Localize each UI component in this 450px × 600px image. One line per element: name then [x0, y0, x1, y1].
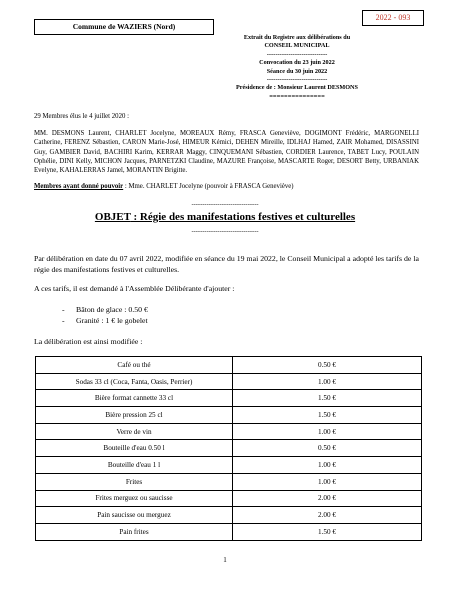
header-separator: ---------------------------- — [266, 76, 328, 84]
item-price: 1.00 € — [233, 473, 422, 490]
commune-label: Commune de WAZIERS (Nord) — [34, 19, 214, 35]
register-title: Extrait du Registre aux délibérations du — [243, 34, 351, 41]
item-name: Frites — [36, 473, 233, 490]
deliberation-reference: 2022 - 093 — [362, 10, 424, 26]
members-count: 29 Membres élus le 4 juillet 2020 : — [34, 113, 129, 120]
table-row — [36, 507, 422, 524]
item-name: Bouteille d'eau 0.50 l — [36, 440, 233, 457]
item-price: 1.00 € — [233, 373, 422, 390]
item-price: 1.50 € — [233, 390, 422, 407]
item-price: 1.50 € — [233, 407, 422, 424]
item-name: Café ou thé — [36, 357, 233, 374]
table-row — [36, 473, 422, 490]
objet-text: : Régie des manifestations festives et culturelles — [130, 211, 356, 223]
table-row — [36, 423, 422, 440]
item-price: 1.00 € — [233, 423, 422, 440]
item-price: 0.50 € — [233, 440, 422, 457]
modification-intro: La délibération est ainsi modifiée : — [34, 337, 143, 346]
item-price: 0.50 € — [233, 357, 422, 374]
objet-separator-bottom: ------------------------------- — [191, 228, 259, 235]
list-item: - Granité : 1 € le gobelet — [62, 315, 148, 325]
page-number: 1 — [223, 556, 227, 564]
table-row — [36, 390, 422, 407]
tarifs-table — [35, 356, 422, 541]
addition-list — [62, 305, 148, 326]
proxy-label: Membres ayant donné pouvoir — [34, 183, 124, 190]
item-name: Bière pression 25 cl — [36, 407, 233, 424]
item-name: Pain frites — [36, 523, 233, 540]
item-price: 1.00 € — [233, 457, 422, 474]
deliberation-paragraph: Par délibération en date du 07 avril 2022, modifiée en séance du 19 mai 2022, le Conseil Municipal a adopté les tarifs de la régie des manifestations festives et culturelles. — [34, 254, 419, 274]
item-price: 1.50 € — [233, 523, 422, 540]
members-list: MM. DESMONS Laurent, CHARLET Jocelyne, MOREAUX Rémy, FRASCA Geneviève, DOGIMONT Frédéric, MARGONELLI Catherine, FERENZ Sébastien, CARON Marie-José, HIMEUR Kémici, DEHEN Mireille, IDLHAJ Hamed, ZAIR Mohamed, DISASSINI Guy, GAMBIER David, BACHIRI Karim, KERRAR Maggy, CINQUEMANI Sébastien, CORDIER Laurence, TABET Lucy, POULAIN Ophélie, DINI Kelly, MICHON Jacques, PARNETZKI Claudine, MAZURE Françoise, MASCARTE Roger, DESORT Betty, URBANIAK Evelyne, KAHALERRAS Jamel, MORANTIN Brigitte. — [34, 130, 419, 175]
convocation-date: Convocation du 23 juin 2022 — [259, 59, 335, 67]
table-row — [36, 357, 422, 374]
table-row — [36, 457, 422, 474]
item-name: Sodas 33 cl (Coca, Fanta, Oasis, Perrier) — [36, 373, 233, 390]
item-price: 2.00 € — [233, 490, 422, 507]
objet-label: OBJET — [94, 211, 131, 223]
item-price: 2.00 € — [233, 507, 422, 524]
session-date: Séance du 30 juin 2022 — [266, 67, 328, 75]
header-separator: =============== — [269, 92, 325, 100]
item-name: Frites merguez ou saucisse — [36, 490, 233, 507]
table-row — [36, 373, 422, 390]
table-row — [36, 407, 422, 424]
objet-title — [0, 211, 450, 223]
table-row — [36, 490, 422, 507]
list-item: - Bâton de glace : 0.50 € — [62, 305, 148, 314]
proxy-line — [34, 183, 294, 190]
table-row — [36, 440, 422, 457]
objet-separator-top: ------------------------------- — [191, 201, 259, 208]
item-name: Bouteille d'eau 1 l — [36, 457, 233, 474]
item-name: Verre de vin — [36, 423, 233, 440]
council-title: CONSEIL MUNICIPAL — [264, 42, 330, 50]
register-header — [222, 34, 372, 101]
presidency: Présidence de : Monsieur Laurent DESMONS — [236, 84, 358, 92]
table-row — [36, 523, 422, 540]
item-name: Pain saucisse ou merguez — [36, 507, 233, 524]
item-name: Bière format cannette 33 cl — [36, 390, 233, 407]
proxy-text: : Mme. CHARLET Jocelyne (pouvoir à FRASCA Geneviève) — [123, 183, 294, 190]
header-separator: ---------------------------- — [266, 50, 328, 58]
addition-intro: A ces tarifs, il est demandé à l'Assemblée Délibérante d'ajouter : — [34, 284, 235, 293]
